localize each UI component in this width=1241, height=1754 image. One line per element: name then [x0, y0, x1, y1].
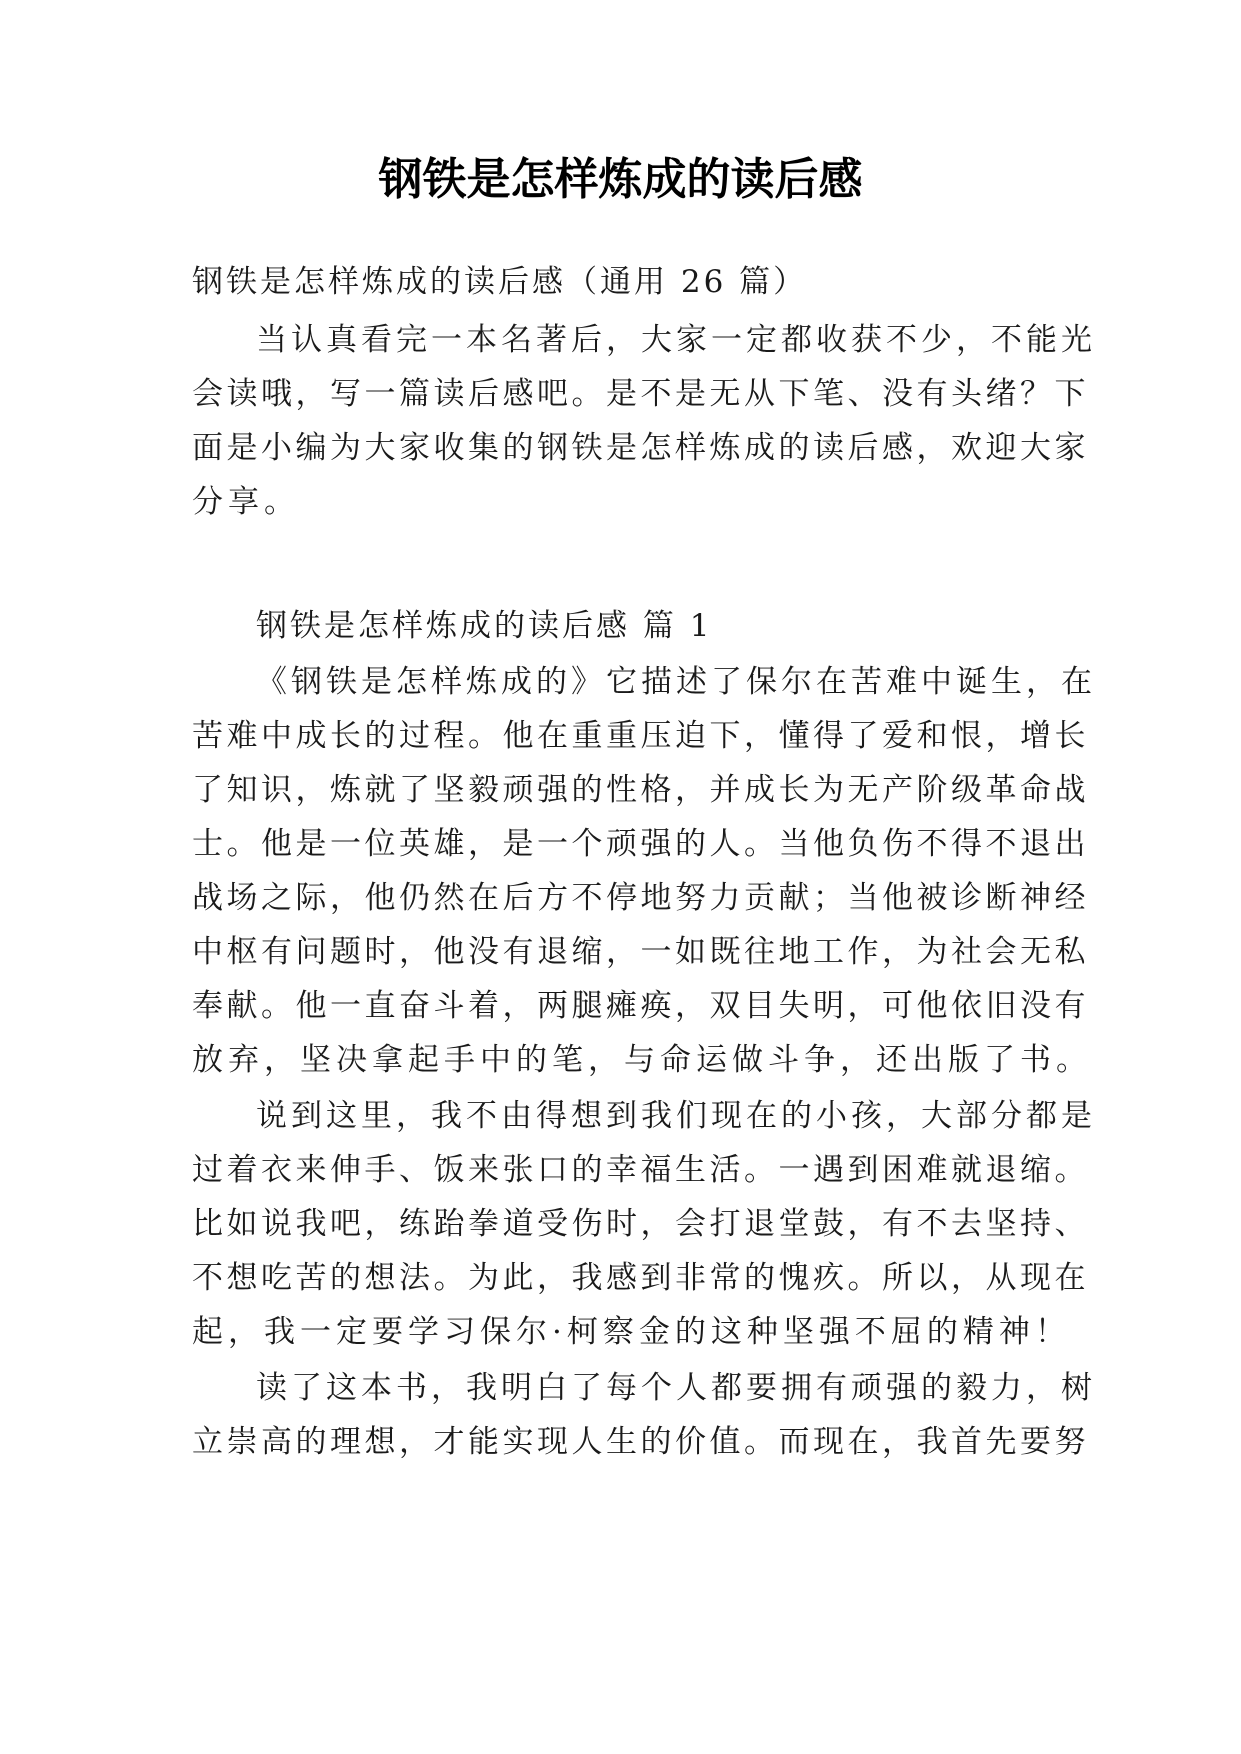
document-title: 钢铁是怎样炼成的读后感	[378, 154, 863, 205]
paragraph-line: 苦难中成长的过程。他在重重压迫下，懂得了爱和恨，增长	[192, 718, 1089, 754]
paragraph-line: 战场之际，他仍然在后方不停地努力贡献；当他被诊断神经	[192, 880, 1089, 916]
paragraph-line: 《钢铁是怎样炼成的》它描述了保尔在苦难中诞生，在	[256, 664, 1096, 700]
section-heading: 钢铁是怎样炼成的读后感 篇 1	[256, 608, 713, 644]
intro-line: 当认真看完一本名著后，大家一定都收获不少，不能光	[256, 322, 1096, 358]
paragraph-line: 了知识，炼就了坚毅顽强的性格，并成长为无产阶级革命战	[192, 772, 1089, 808]
document-subtitle: 钢铁是怎样炼成的读后感（通用 26 篇）	[192, 264, 808, 300]
paragraph-line: 中枢有问题时，他没有退缩，一如既往地工作，为社会无私	[192, 934, 1089, 970]
paragraph-line: 过着衣来伸手、饭来张口的幸福生活。一遇到困难就退缩。	[192, 1152, 1089, 1188]
paragraph-line: 放弃，坚决拿起手中的笔，与命运做斗争，还出版了书。	[192, 1042, 1092, 1078]
intro-line: 会读哦，写一篇读后感吧。是不是无从下笔、没有头绪？下	[192, 376, 1089, 412]
intro-line: 分享。	[192, 484, 300, 520]
paragraph-line: 比如说我吧，练跆拳道受伤时，会打退堂鼓，有不去坚持、	[192, 1206, 1089, 1242]
paragraph-line: 读了这本书，我明白了每个人都要拥有顽强的毅力，树	[256, 1370, 1096, 1406]
paragraph-line: 说到这里，我不由得想到我们现在的小孩，大部分都是	[256, 1098, 1096, 1134]
paragraph-line: 起，我一定要学习保尔·柯察金的这种坚强不屈的精神！	[192, 1314, 1071, 1350]
paragraph-line: 立崇高的理想，才能实现人生的价值。而现在，我首先要努	[192, 1424, 1089, 1460]
intro-line: 面是小编为大家收集的钢铁是怎样炼成的读后感，欢迎大家	[192, 430, 1089, 466]
paragraph-line: 奉献。他一直奋斗着，两腿瘫痪，双目失明，可他依旧没有	[192, 988, 1089, 1024]
paragraph-line: 不想吃苦的想法。为此，我感到非常的愧疚。所以，从现在	[192, 1260, 1089, 1296]
paragraph-line: 士。他是一位英雄，是一个顽强的人。当他负伤不得不退出	[192, 826, 1089, 862]
